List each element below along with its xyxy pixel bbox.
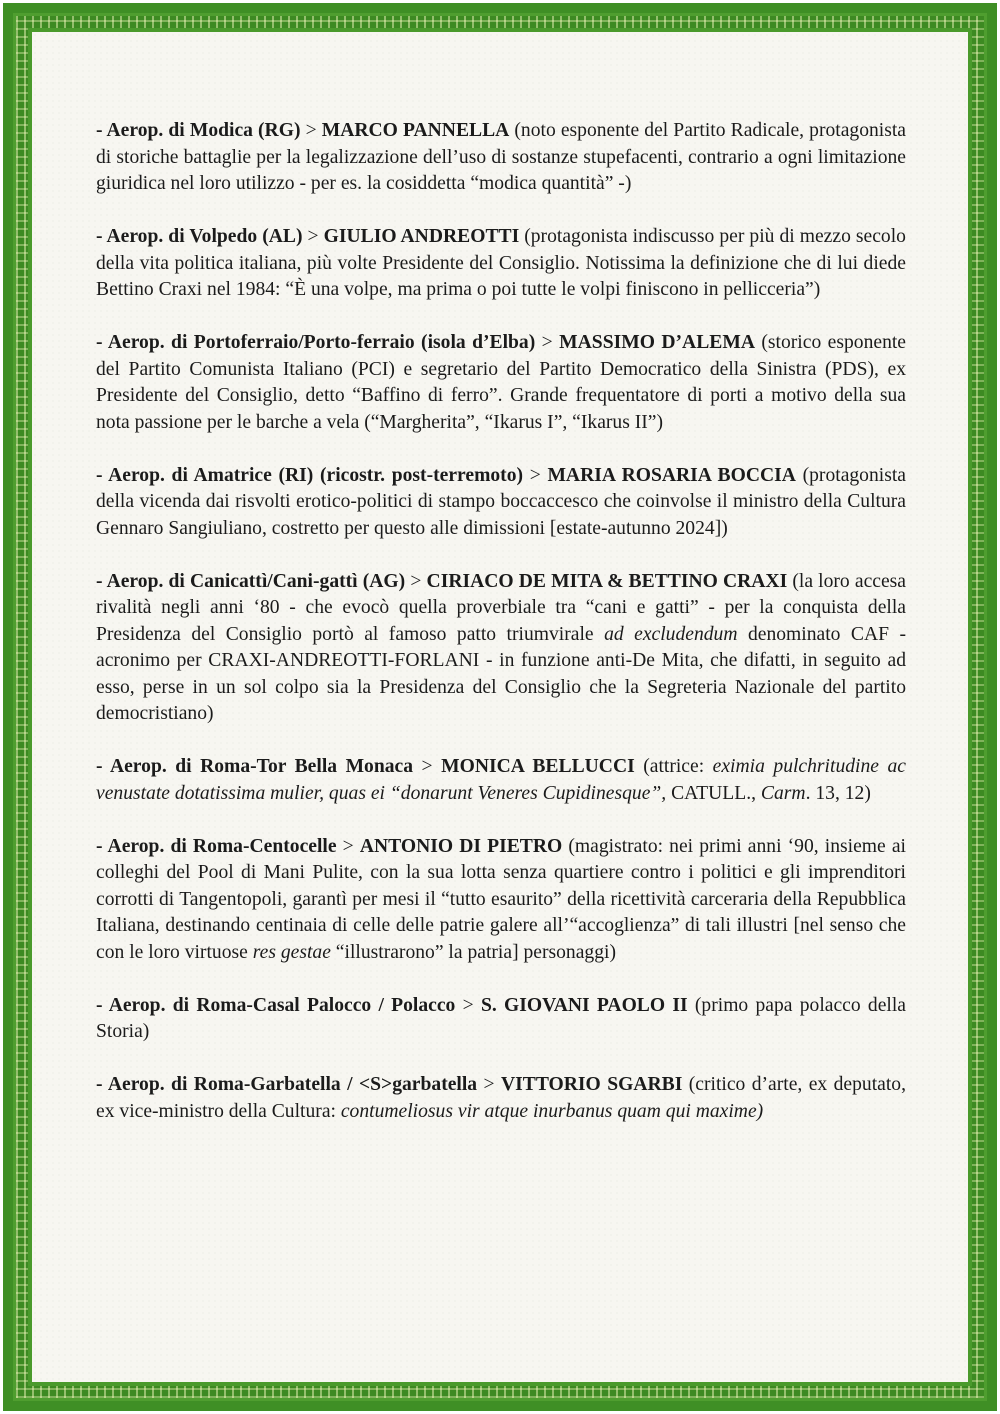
arrow-separator: >: [535, 332, 560, 353]
arrow-separator: >: [477, 1074, 501, 1095]
arrow-separator: >: [413, 756, 442, 777]
entry-casal-palocco: [96, 993, 906, 1046]
entry-description: (protagonista indiscusso per più di mezzo secolo della vita politica italiana, più volte Presidente del Consiglio. Notissima la definizione che di lui diede Bettino Craxi nel 1984: “È una volpe, ma prima o poi tutte le volpi finiscono in pellicceria”): [96, 226, 906, 300]
arrow-separator: >: [300, 120, 322, 141]
person-name: GIULIO ANDREOTTI: [323, 226, 520, 247]
person-name: CIRIACO DE MITA & BETTINO CRAXI: [426, 570, 788, 592]
latin-phrase: contumeliosus vir atque inurbanus quam qui maxime): [340, 1100, 764, 1122]
airport-label: - Aerop. di Roma-Centocelle: [96, 835, 337, 857]
airport-label: - Aerop. di Amatrice (RI) (ricostr. post-terremoto): [96, 464, 524, 486]
airport-label: - Aerop. di Roma-Tor Bella Monaca: [96, 756, 414, 777]
document-body: [96, 118, 906, 1152]
entry-modica: [96, 118, 906, 198]
arrow-separator: >: [523, 464, 548, 486]
entry-amatrice: [96, 463, 906, 543]
entry-description: (noto esponente del Partito Radicale, protagonista di storiche battaglie per la legalizzazione dell’uso di sostanze stupefacenti, contrario a ogni limitazione giuridica nel loro utilizzo - per es. la cosiddetta “modica quantità” -): [96, 120, 907, 194]
arrow-separator: >: [405, 570, 427, 592]
entry-description: (la loro accesa rivalità negli anni ‘80 - che evocò quella proverbiale tra “cani e gatti” - per la conquista della Presidenza del Consiglio portò al famoso patto triumvirale: [96, 570, 906, 645]
person-name: S. GIOVANI PAOLO II: [480, 994, 688, 1016]
person-name: ANTONIO DI PIETRO: [359, 835, 563, 857]
person-name: VITTORIO SGARBI: [500, 1074, 683, 1095]
latin-phrase: ad excludendum: [604, 623, 738, 645]
entry-description: (primo papa polacco della Storia): [96, 994, 906, 1042]
airport-label: - Aerop. di Roma-Garbatella / <S>garbatella: [96, 1074, 478, 1095]
airport-label: - Aerop. di Portoferraio/Porto-ferraio (isola d’Elba): [96, 332, 536, 353]
airport-label: - Aerop. di Roma-Casal Palocco / Polacco: [96, 994, 456, 1016]
person-name: MASSIMO D’ALEMA: [559, 332, 755, 353]
entry-centocelle: [96, 834, 906, 967]
person-name: MARIA ROSARIA BOCCIA: [547, 464, 796, 486]
entry-description: (attrice:: [634, 756, 713, 777]
arrow-separator: >: [336, 835, 360, 857]
arrow-separator: >: [302, 226, 324, 247]
entry-volpedo: [96, 224, 906, 304]
latin-phrase: res gestae: [252, 941, 331, 963]
entry-description: (critico d’arte, ex deputato, ex vice-ministro della Cultura:: [96, 1074, 906, 1122]
citation-work: Carm: [760, 782, 806, 804]
arrow-separator: >: [455, 994, 481, 1016]
entry-description-cont: “illustrarono” la patria] personaggi): [330, 941, 616, 963]
entry-garbatella: [96, 1072, 906, 1125]
airport-label: - Aerop. di Modica (RG): [96, 120, 301, 141]
latin-quote: eximia pulchritudine ac venustate dotatissima mulier, quas ei “donarunt Veneres Cupidinesque”,: [96, 756, 906, 804]
entry-tor-bella-monaca: [96, 754, 906, 807]
airport-label: - Aerop. di Canicattì/Cani-gattì (AG): [96, 570, 406, 592]
entry-description-cont: denominato CAF - acronimo per CRAXI-ANDREOTTI-FORLANI - in funzione anti-De Mita, che difatti, in seguito ad esso, perse in un sol colpo sia la Presidenza del Consiglio che la Segreteria Nazionale del partito democristiano): [96, 623, 907, 724]
entry-description: (magistrato: nei primi anni ‘90, insieme ai colleghi del Pool di Mani Pulite, con la sua lotta senza quartiere contro i politici e gli imprenditori corrotti di Tangentopoli, garantì per mesi il “tutto esaurito” della ricettività carceraria della Repubblica Italiana, destinando centinaia di celle delle patrie galere all’“accoglienza” di tali illustri [nel senso che con le loro virtuose: [96, 835, 906, 963]
entry-description: (storico esponente del Partito Comunista Italiano (PCI) e segretario del Partito Democratico della Sinistra (PDS), ex Presidente del Consiglio, detto “Baffino di ferro”. Grande frequentatore di porti a motivo della sua nota passione per le barche a vela (“Margherita”, “Ikarus I”, “Ikarus II”): [96, 332, 907, 433]
entry-canicatti: [96, 569, 906, 728]
citation-author: CATULL.,: [666, 782, 761, 804]
citation-ref: . 13, 12): [805, 782, 871, 804]
person-name: MONICA BELLUCCI: [441, 756, 635, 777]
entry-portoferraio: [96, 330, 906, 436]
person-name: MARCO PANNELLA: [321, 120, 510, 141]
entry-description: (protagonista della vicenda dai risvolti erotico-politici di stampo boccaccesco che coinvolse il ministro della Cultura Gennaro Sangiuliano, costretto per questo alle dimissioni [estate-autunno 2024]): [96, 464, 906, 539]
airport-label: - Aerop. di Volpedo (AL): [96, 226, 303, 247]
